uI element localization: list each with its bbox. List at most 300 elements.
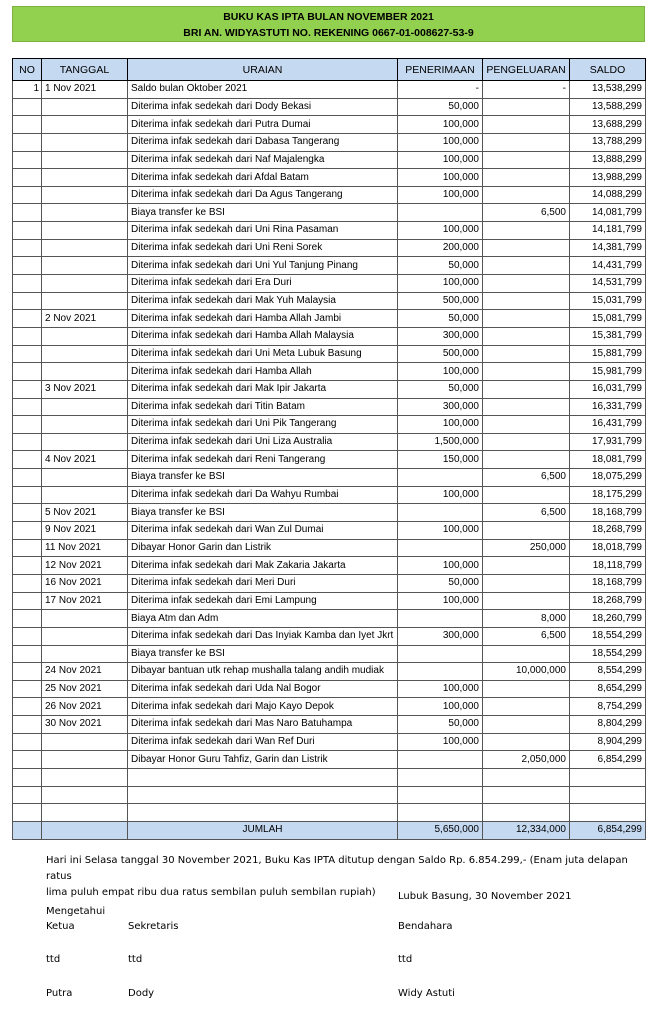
- row-income: 100,000: [398, 133, 483, 151]
- row-balance: 18,081,799: [570, 451, 646, 469]
- column-header-no: NO: [13, 59, 42, 81]
- row-date: [42, 486, 128, 504]
- row-balance: 13,538,299: [570, 81, 646, 99]
- total-label: JUMLAH: [128, 821, 398, 839]
- total-balance: 6,854,299: [570, 821, 646, 839]
- table-row: [13, 680, 646, 698]
- row-description: Diterima infak sedekah dari Emi Lampung: [128, 592, 398, 610]
- total-no-cell: [13, 821, 42, 839]
- row-expense: [483, 257, 570, 275]
- row-date: [42, 627, 128, 645]
- row-income: [398, 204, 483, 222]
- row-description: Biaya Atm dan Adm: [128, 610, 398, 628]
- row-description: Diterima infak sedekah dari Dody Bekasi: [128, 98, 398, 116]
- row-balance: [570, 804, 646, 822]
- row-expense: [483, 433, 570, 451]
- row-date: 3 Nov 2021: [42, 380, 128, 398]
- column-header-balance: SALDO: [570, 59, 646, 81]
- row-number: [13, 116, 42, 134]
- row-date: 11 Nov 2021: [42, 539, 128, 557]
- row-description: Diterima infak sedekah dari Hamba Allah Jambi: [128, 310, 398, 328]
- row-description: Biaya transfer ke BSI: [128, 504, 398, 522]
- row-date: 9 Nov 2021: [42, 522, 128, 540]
- row-expense: -: [483, 81, 570, 99]
- row-number: [13, 186, 42, 204]
- table-row: [13, 380, 646, 398]
- table-row: [13, 292, 646, 310]
- row-expense: [483, 451, 570, 469]
- row-description: Diterima infak sedekah dari Uni Reni Sorek: [128, 239, 398, 257]
- row-date: [42, 345, 128, 363]
- row-number: [13, 133, 42, 151]
- row-balance: 15,981,799: [570, 363, 646, 381]
- table-row: [13, 716, 646, 734]
- row-number: [13, 151, 42, 169]
- row-balance: 8,654,299: [570, 680, 646, 698]
- row-description: Diterima infak sedekah dari Uni Yul Tanjung Pinang: [128, 257, 398, 275]
- document-header: [12, 6, 645, 42]
- row-balance: 14,531,799: [570, 275, 646, 293]
- row-date: [42, 222, 128, 240]
- table-row: [13, 81, 646, 99]
- row-balance: 18,260,799: [570, 610, 646, 628]
- header-account: BRI AN. WIDYASTUTI NO. REKENING 0667-01-008627-53-9: [183, 27, 474, 39]
- signature-bendahara: ttd: [398, 954, 413, 965]
- row-date: [42, 768, 128, 786]
- row-expense: 6,500: [483, 469, 570, 487]
- row-description: Biaya transfer ke BSI: [128, 645, 398, 663]
- row-balance: 18,554,299: [570, 645, 646, 663]
- row-balance: 15,031,799: [570, 292, 646, 310]
- row-number: [13, 539, 42, 557]
- row-income: 300,000: [398, 398, 483, 416]
- row-date: [42, 239, 128, 257]
- row-date: [42, 751, 128, 769]
- row-income: [398, 768, 483, 786]
- row-date: 26 Nov 2021: [42, 698, 128, 716]
- row-expense: [483, 151, 570, 169]
- table-row: [13, 627, 646, 645]
- row-expense: [483, 557, 570, 575]
- table-row: [13, 116, 646, 134]
- row-income: [398, 539, 483, 557]
- row-date: 1 Nov 2021: [42, 81, 128, 99]
- row-balance: 18,554,299: [570, 627, 646, 645]
- row-balance: 13,788,299: [570, 133, 646, 151]
- row-date: 17 Nov 2021: [42, 592, 128, 610]
- row-income: 100,000: [398, 416, 483, 434]
- row-expense: [483, 486, 570, 504]
- row-number: [13, 486, 42, 504]
- row-income: 100,000: [398, 557, 483, 575]
- row-balance: 8,554,299: [570, 663, 646, 681]
- row-expense: [483, 222, 570, 240]
- row-income: 50,000: [398, 257, 483, 275]
- row-date: 12 Nov 2021: [42, 557, 128, 575]
- row-expense: [483, 398, 570, 416]
- row-description: Diterima infak sedekah dari Das Inyiak Kamba dan Iyet Jkrt: [128, 627, 398, 645]
- row-description: Diterima infak sedekah dari Uni Pik Tangerang: [128, 416, 398, 434]
- row-balance: 8,904,299: [570, 733, 646, 751]
- row-number: [13, 363, 42, 381]
- table-row: [13, 363, 646, 381]
- row-expense: [483, 804, 570, 822]
- row-income: 100,000: [398, 116, 483, 134]
- row-date: [42, 257, 128, 275]
- column-header-description: URAIAN: [128, 59, 398, 81]
- row-balance: [570, 768, 646, 786]
- row-number: [13, 433, 42, 451]
- row-expense: 10,000,000: [483, 663, 570, 681]
- row-expense: 6,500: [483, 627, 570, 645]
- table-row: [13, 416, 646, 434]
- row-income: [398, 751, 483, 769]
- row-date: [42, 327, 128, 345]
- row-income: 100,000: [398, 733, 483, 751]
- row-income: 200,000: [398, 239, 483, 257]
- row-number: [13, 680, 42, 698]
- row-balance: [570, 786, 646, 804]
- table-row: [13, 433, 646, 451]
- row-date: [42, 151, 128, 169]
- table-row: [13, 169, 646, 187]
- row-date: [42, 733, 128, 751]
- row-balance: 15,881,799: [570, 345, 646, 363]
- row-expense: [483, 592, 570, 610]
- row-expense: [483, 98, 570, 116]
- row-date: [42, 98, 128, 116]
- row-expense: [483, 380, 570, 398]
- table-row: [13, 275, 646, 293]
- row-description: Diterima infak sedekah dari Mas Naro Batuhampa: [128, 716, 398, 734]
- row-number: [13, 504, 42, 522]
- row-description: Diterima infak sedekah dari Da Wahyu Rumbai: [128, 486, 398, 504]
- row-income: 100,000: [398, 680, 483, 698]
- row-number: [13, 239, 42, 257]
- column-header-expense: PENGELUARAN: [483, 59, 570, 81]
- row-balance: 8,754,299: [570, 698, 646, 716]
- table-row: [13, 398, 646, 416]
- row-date: 16 Nov 2021: [42, 574, 128, 592]
- row-description: [128, 804, 398, 822]
- row-income: 150,000: [398, 451, 483, 469]
- header-title: BUKU KAS IPTA BULAN NOVEMBER 2021: [223, 11, 434, 23]
- total-expense: 12,334,000: [483, 821, 570, 839]
- row-balance: 15,081,799: [570, 310, 646, 328]
- row-description: Biaya transfer ke BSI: [128, 204, 398, 222]
- table-row: [13, 574, 646, 592]
- row-description: Diterima infak sedekah dari Hamba Allah Malaysia: [128, 327, 398, 345]
- row-description: Saldo bulan Oktober 2021: [128, 81, 398, 99]
- table-row: [13, 239, 646, 257]
- row-income: 100,000: [398, 186, 483, 204]
- row-number: [13, 204, 42, 222]
- row-expense: 2,050,000: [483, 751, 570, 769]
- role-sekretaris: Sekretaris: [128, 921, 179, 932]
- table-row: [13, 610, 646, 628]
- name-bendahara: Widy Astuti: [398, 988, 455, 999]
- row-expense: 8,000: [483, 610, 570, 628]
- row-description: Diterima infak sedekah dari Wan Ref Duri: [128, 733, 398, 751]
- row-expense: [483, 522, 570, 540]
- row-expense: [483, 645, 570, 663]
- row-expense: [483, 327, 570, 345]
- row-date: 5 Nov 2021: [42, 504, 128, 522]
- row-balance: 6,854,299: [570, 751, 646, 769]
- row-balance: 18,168,799: [570, 574, 646, 592]
- row-number: [13, 663, 42, 681]
- row-balance: 17,931,799: [570, 433, 646, 451]
- row-expense: [483, 292, 570, 310]
- row-date: [42, 804, 128, 822]
- row-expense: [483, 786, 570, 804]
- row-income: 100,000: [398, 275, 483, 293]
- table-row: [13, 186, 646, 204]
- row-income: 50,000: [398, 716, 483, 734]
- row-description: Diterima infak sedekah dari Uni Liza Australia: [128, 433, 398, 451]
- row-expense: [483, 698, 570, 716]
- table-row: [13, 663, 646, 681]
- row-number: [13, 310, 42, 328]
- table-row: [13, 751, 646, 769]
- row-description: Diterima infak sedekah dari Naf Majalengka: [128, 151, 398, 169]
- row-description: Diterima infak sedekah dari Uni Meta Lubuk Basung: [128, 345, 398, 363]
- row-description: Diterima infak sedekah dari Putra Dumai: [128, 116, 398, 134]
- row-number: [13, 645, 42, 663]
- row-income: 1,500,000: [398, 433, 483, 451]
- table-row: [13, 522, 646, 540]
- table-row: [13, 133, 646, 151]
- row-income: [398, 645, 483, 663]
- row-expense: [483, 416, 570, 434]
- row-date: 4 Nov 2021: [42, 451, 128, 469]
- table-row: [13, 310, 646, 328]
- row-date: 25 Nov 2021: [42, 680, 128, 698]
- row-balance: 16,031,799: [570, 380, 646, 398]
- row-income: [398, 786, 483, 804]
- row-income: 100,000: [398, 222, 483, 240]
- row-expense: [483, 716, 570, 734]
- row-number: [13, 98, 42, 116]
- row-date: [42, 610, 128, 628]
- row-number: [13, 345, 42, 363]
- table-row: [13, 98, 646, 116]
- closing-statement-line-2: lima puluh empat ribu dua ratus sembilan puluh sembilan rupiah): [46, 887, 376, 898]
- table-row: [13, 733, 646, 751]
- total-date-cell: [42, 821, 128, 839]
- row-date: [42, 292, 128, 310]
- row-date: [42, 116, 128, 134]
- row-expense: [483, 133, 570, 151]
- closing-statement-line-1: Hari ini Selasa tanggal 30 November 2021, Buku Kas IPTA ditutup dengan Saldo Rp. 6.854.299,- (Enam juta delapan ratus: [46, 855, 628, 882]
- row-balance: 18,268,799: [570, 522, 646, 540]
- row-number: [13, 398, 42, 416]
- row-description: Biaya transfer ke BSI: [128, 469, 398, 487]
- table-row: [13, 804, 646, 822]
- row-expense: [483, 680, 570, 698]
- row-number: [13, 786, 42, 804]
- row-expense: [483, 768, 570, 786]
- row-balance: 14,181,799: [570, 222, 646, 240]
- row-description: Diterima infak sedekah dari Mak Ipir Jakarta: [128, 380, 398, 398]
- row-number: [13, 292, 42, 310]
- row-balance: 18,018,799: [570, 539, 646, 557]
- name-ketua: Putra: [46, 988, 73, 999]
- row-number: [13, 469, 42, 487]
- row-description: Diterima infak sedekah dari Majo Kayo Depok: [128, 698, 398, 716]
- row-income: 50,000: [398, 380, 483, 398]
- column-header-date: TANGGAL: [42, 59, 128, 81]
- row-description: Diterima infak sedekah dari Da Agus Tangerang: [128, 186, 398, 204]
- row-date: [42, 416, 128, 434]
- role-ketua: Ketua: [46, 921, 75, 932]
- row-balance: 15,381,799: [570, 327, 646, 345]
- row-date: [42, 133, 128, 151]
- table-row: [13, 451, 646, 469]
- row-income: 100,000: [398, 698, 483, 716]
- row-number: [13, 257, 42, 275]
- row-number: [13, 169, 42, 187]
- row-description: Dibayar Honor Garin dan Listrik: [128, 539, 398, 557]
- row-description: Diterima infak sedekah dari Afdal Batam: [128, 169, 398, 187]
- row-description: Diterima infak sedekah dari Hamba Allah: [128, 363, 398, 381]
- row-balance: 18,118,799: [570, 557, 646, 575]
- row-expense: [483, 275, 570, 293]
- table-header-row: [13, 59, 646, 81]
- row-balance: 16,431,799: [570, 416, 646, 434]
- cash-ledger-table: [12, 58, 646, 840]
- row-description: Diterima infak sedekah dari Uda Nal Bogor: [128, 680, 398, 698]
- row-income: 100,000: [398, 151, 483, 169]
- row-number: [13, 716, 42, 734]
- table-row: [13, 469, 646, 487]
- row-expense: [483, 363, 570, 381]
- row-balance: 14,381,799: [570, 239, 646, 257]
- row-balance: 13,688,299: [570, 116, 646, 134]
- table-row: [13, 557, 646, 575]
- row-balance: 18,168,799: [570, 504, 646, 522]
- row-income: 50,000: [398, 98, 483, 116]
- row-date: [42, 786, 128, 804]
- row-income: 300,000: [398, 327, 483, 345]
- table-row: [13, 486, 646, 504]
- ledger-body: [13, 81, 646, 822]
- row-number: [13, 751, 42, 769]
- row-balance: 14,081,799: [570, 204, 646, 222]
- row-date: [42, 169, 128, 187]
- row-income: [398, 610, 483, 628]
- row-expense: 6,500: [483, 504, 570, 522]
- row-description: [128, 768, 398, 786]
- row-number: [13, 768, 42, 786]
- row-balance: 14,431,799: [570, 257, 646, 275]
- row-expense: [483, 345, 570, 363]
- row-income: 100,000: [398, 486, 483, 504]
- row-number: [13, 416, 42, 434]
- table-row: [13, 539, 646, 557]
- row-number: [13, 804, 42, 822]
- row-description: Diterima infak sedekah dari Uni Rina Pasaman: [128, 222, 398, 240]
- row-balance: 18,075,299: [570, 469, 646, 487]
- row-description: Dibayar Honor Guru Tahfiz, Garin dan Listrik: [128, 751, 398, 769]
- row-description: Diterima infak sedekah dari Reni Tangerang: [128, 451, 398, 469]
- row-date: [42, 363, 128, 381]
- table-row: [13, 768, 646, 786]
- table-row: [13, 698, 646, 716]
- signature-ketua: ttd: [46, 954, 61, 965]
- row-number: [13, 574, 42, 592]
- row-description: Diterima infak sedekah dari Dabasa Tangerang: [128, 133, 398, 151]
- row-expense: [483, 574, 570, 592]
- row-date: [42, 398, 128, 416]
- table-row: [13, 592, 646, 610]
- row-description: Diterima infak sedekah dari Titin Batam: [128, 398, 398, 416]
- row-number: [13, 610, 42, 628]
- row-description: Diterima infak sedekah dari Meri Duri: [128, 574, 398, 592]
- row-income: 100,000: [398, 169, 483, 187]
- table-row: [13, 345, 646, 363]
- name-sekretaris: Dody: [128, 988, 155, 999]
- row-description: Diterima infak sedekah dari Wan Zul Dumai: [128, 522, 398, 540]
- place-date: Lubuk Basung, 30 November 2021: [398, 891, 572, 902]
- row-number: [13, 522, 42, 540]
- mengetahui-label: Mengetahui: [46, 906, 106, 917]
- row-balance: 14,088,299: [570, 186, 646, 204]
- total-row: [13, 821, 646, 839]
- table-row: [13, 204, 646, 222]
- row-balance: 18,268,799: [570, 592, 646, 610]
- row-expense: [483, 733, 570, 751]
- row-number: [13, 592, 42, 610]
- row-income: 500,000: [398, 345, 483, 363]
- row-date: [42, 645, 128, 663]
- row-number: [13, 327, 42, 345]
- row-balance: 18,175,299: [570, 486, 646, 504]
- row-date: 30 Nov 2021: [42, 716, 128, 734]
- row-number: [13, 733, 42, 751]
- row-income: [398, 804, 483, 822]
- row-number: [13, 222, 42, 240]
- row-balance: 13,588,299: [570, 98, 646, 116]
- row-date: 24 Nov 2021: [42, 663, 128, 681]
- row-description: Dibayar bantuan utk rehap mushalla talang andih mudiak: [128, 663, 398, 681]
- total-income: 5,650,000: [398, 821, 483, 839]
- table-row: [13, 327, 646, 345]
- row-income: 100,000: [398, 522, 483, 540]
- row-date: [42, 469, 128, 487]
- row-expense: [483, 169, 570, 187]
- row-date: 2 Nov 2021: [42, 310, 128, 328]
- row-income: 100,000: [398, 363, 483, 381]
- column-header-income: PENERIMAAN: [398, 59, 483, 81]
- row-income: 300,000: [398, 627, 483, 645]
- row-date: [42, 186, 128, 204]
- row-balance: 8,804,299: [570, 716, 646, 734]
- row-description: Diterima infak sedekah dari Mak Zakaria Jakarta: [128, 557, 398, 575]
- row-description: [128, 786, 398, 804]
- table-row: [13, 257, 646, 275]
- row-income: [398, 504, 483, 522]
- row-number: [13, 627, 42, 645]
- row-expense: [483, 186, 570, 204]
- row-income: 100,000: [398, 592, 483, 610]
- row-number: 1: [13, 81, 42, 99]
- row-date: [42, 433, 128, 451]
- table-row: [13, 151, 646, 169]
- row-income: -: [398, 81, 483, 99]
- row-expense: [483, 310, 570, 328]
- row-income: 50,000: [398, 574, 483, 592]
